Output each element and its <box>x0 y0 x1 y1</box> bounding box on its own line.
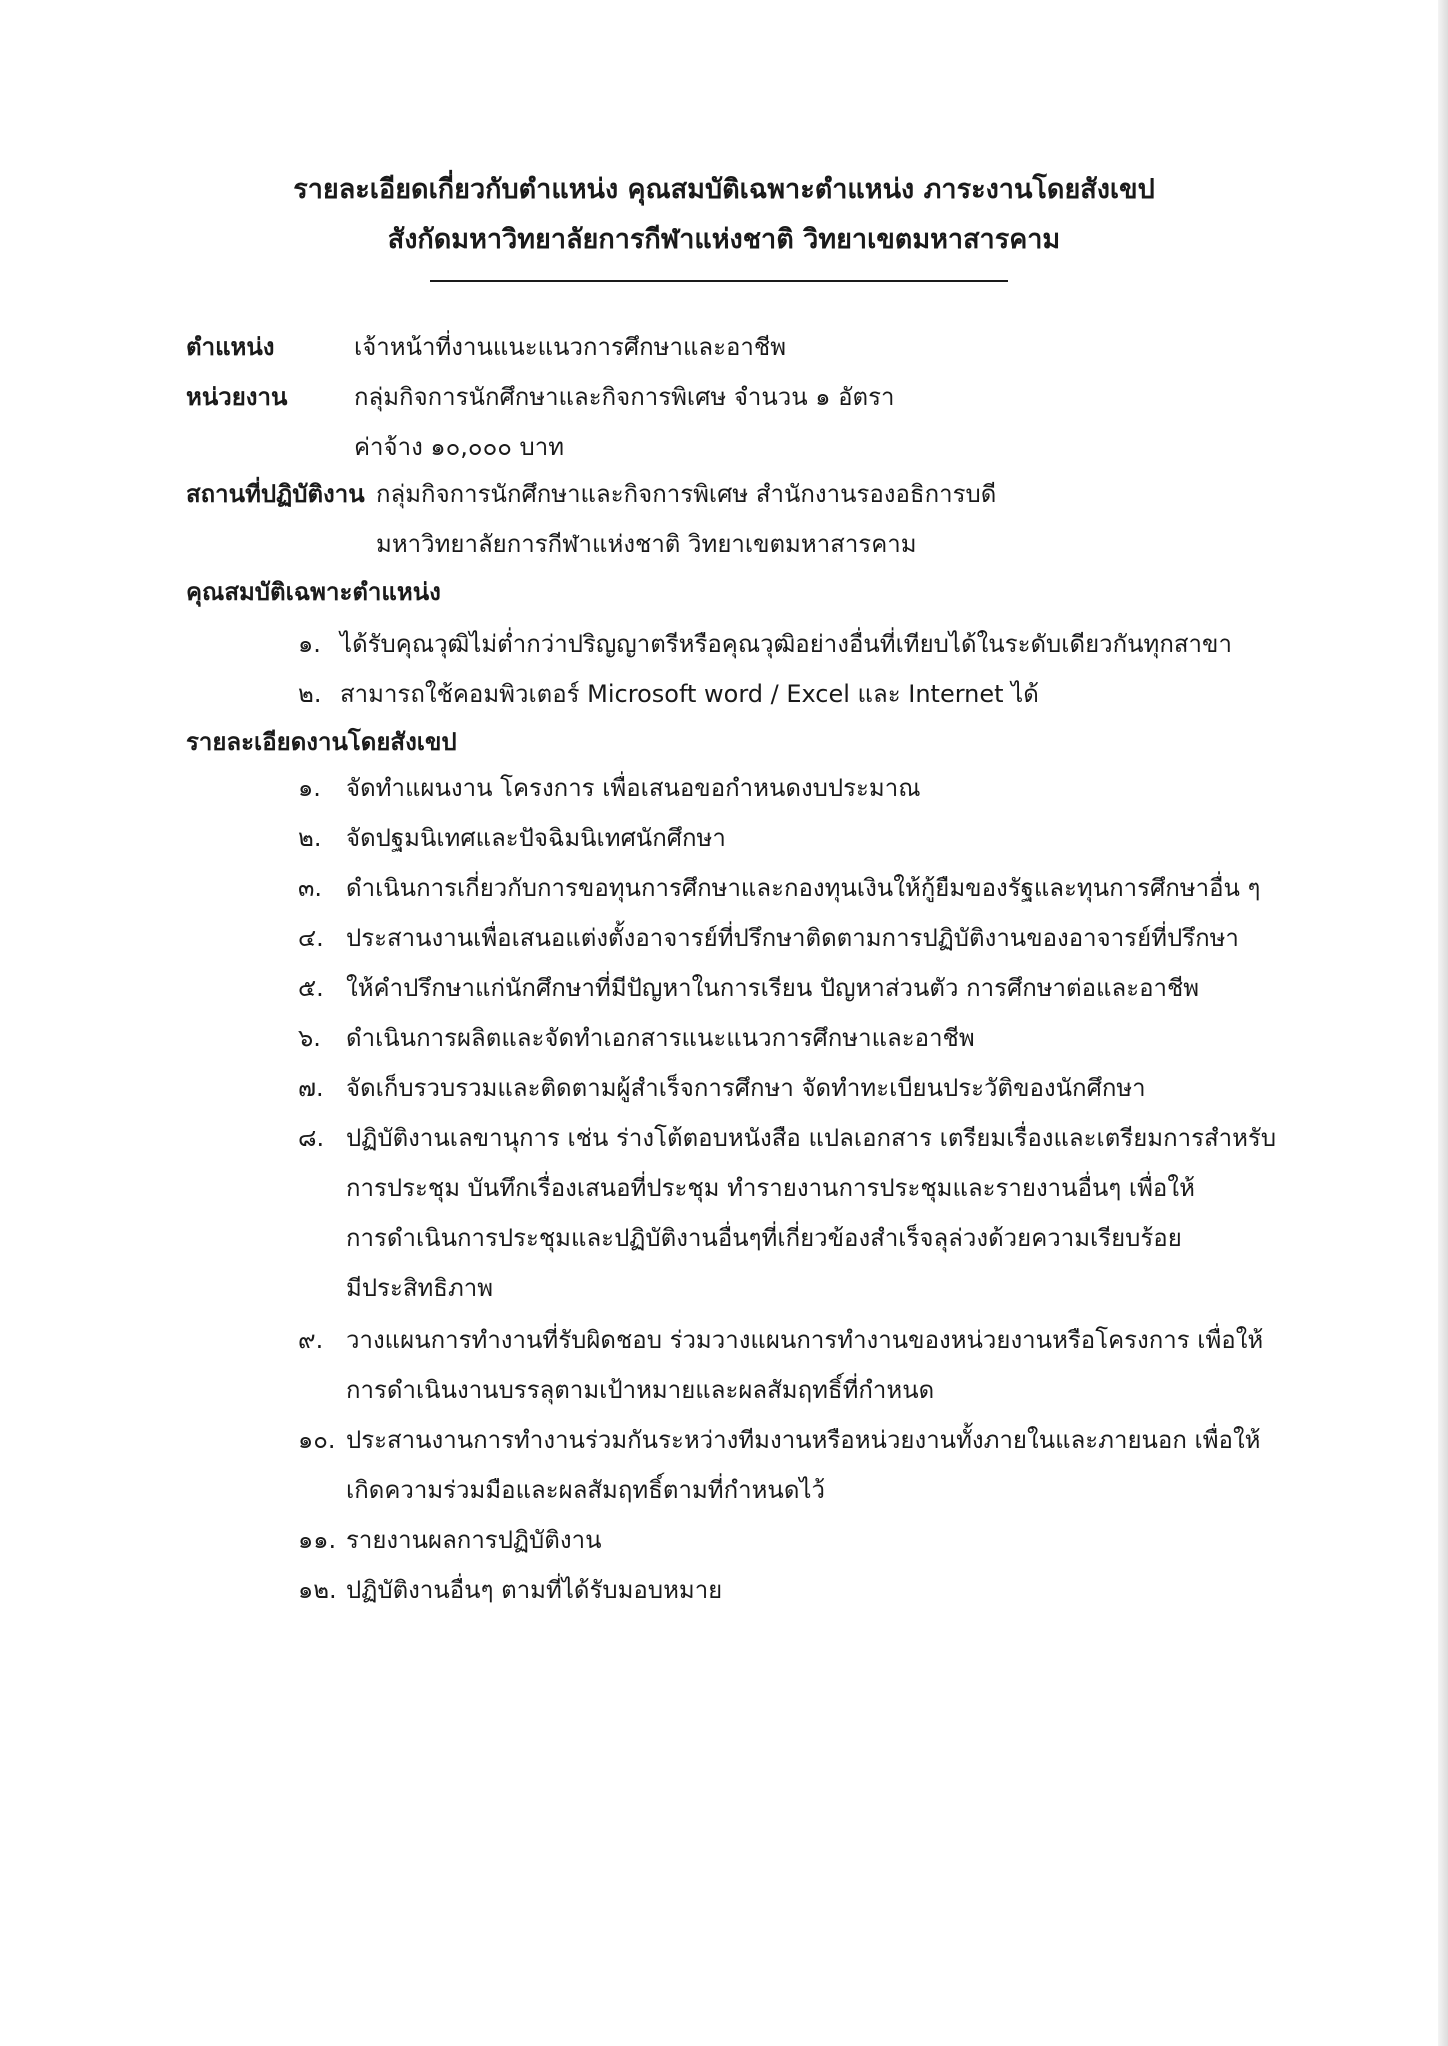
duty-item: ดำเนินการเกี่ยวกับการขอทุนการศึกษาและกองทุนเงินให้กู้ยืมของรัฐและทุนการศึกษาอื่น ๆ <box>346 874 1261 902</box>
workplace-line-2: มหาวิทยาลัยการกีฬาแห่งชาติ วิทยาเขตมหาสารคาม <box>376 530 917 558</box>
document-title-line-2: สังกัดมหาวิทยาลัยการกีฬาแห่งชาติ วิทยาเขตมหาสารคาม <box>387 224 1061 255</box>
duty-item: ให้คำปรึกษาแก่นักศึกษาที่มีปัญหาในการเรียน ปัญหาส่วนตัว การศึกษาต่อและอาชีพ <box>346 974 1200 1002</box>
duty-number: ๑๑. <box>298 1526 337 1554</box>
duty-number: ๒. <box>298 824 322 852</box>
scan-edge-shadow <box>1438 0 1448 2046</box>
duty-number: ๖. <box>298 1024 321 1052</box>
qualification-item: ได้รับคุณวุฒิไม่ต่ำกว่าปริญญาตรีหรือคุณวุฒิอย่างอื่นที่เทียบได้ในระดับเดียวกันทุกสาขา <box>340 630 1232 658</box>
duty-item: ประสานงานเพื่อเสนอแต่งตั้งอาจารย์ที่ปรึกษาติดตามการปฏิบัติงานของอาจารย์ที่ปรึกษา <box>346 924 1239 952</box>
duty-item-line: การดำเนินการประชุมและปฏิบัติงานอื่นๆที่เกี่ยวข้องสำเร็จลุล่วงด้วยความเรียบร้อย <box>346 1224 1182 1252</box>
duty-item: จัดทำแผนงาน โครงการ เพื่อเสนอขอกำหนดงบประมาณ <box>346 774 921 802</box>
title-underline <box>430 280 1008 282</box>
duty-number: ๑๒. <box>298 1576 337 1604</box>
duty-number: ๗. <box>298 1074 324 1102</box>
duty-item: ปฏิบัติงานอื่นๆ ตามที่ได้รับมอบหมาย <box>346 1576 723 1604</box>
unit-label: หน่วยงาน <box>186 383 288 411</box>
duty-item-line: วางแผนการทำงานที่รับผิดชอบ ร่วมวางแผนการทำงานของหน่วยงานหรือโครงการ เพื่อให้ <box>346 1326 1264 1354</box>
duty-number: ๙. <box>298 1326 324 1354</box>
duty-number: ๑๐. <box>298 1426 336 1454</box>
wage-value: ค่าจ้าง ๑๐,๐๐๐ บาท <box>354 433 565 461</box>
duty-number: ๔. <box>298 924 324 952</box>
duty-item: จัดปฐมนิเทศและปัจฉิมนิเทศนักศึกษา <box>346 824 726 852</box>
duty-item: รายงานผลการปฏิบัติงาน <box>346 1526 602 1554</box>
position-value: เจ้าหน้าที่งานแนะแนวการศึกษาและอาชีพ <box>354 333 787 361</box>
duty-number: ๓. <box>298 874 323 902</box>
unit-value: กลุ่มกิจการนักศึกษาและกิจการพิเศษ จำนวน ๑ อัตรา <box>354 383 895 411</box>
duty-item-line: การดำเนินงานบรรลุตามเป้าหมายและผลสัมฤทธิ์ที่กำหนด <box>346 1376 935 1404</box>
qualifications-heading: คุณสมบัติเฉพาะตำแหน่ง <box>186 578 441 606</box>
document-title-line-1: รายละเอียดเกี่ยวกับตำแหน่ง คุณสมบัติเฉพาะตำแหน่ง ภาระงานโดยสังเขป <box>293 174 1155 205</box>
duty-item-line: มีประสิทธิภาพ <box>346 1274 494 1302</box>
duty-number: ๘. <box>298 1124 325 1152</box>
duty-item-line: ประสานงานการทำงานร่วมกันระหว่างทีมงานหรือหน่วยงานทั้งภายในและภายนอก เพื่อให้ <box>346 1426 1261 1454</box>
duty-number: ๑. <box>298 774 321 802</box>
position-label: ตำแหน่ง <box>186 333 275 361</box>
duty-item: จัดเก็บรวบรวมและติดตามผู้สำเร็จการศึกษา จัดทำทะเบียนประวัติของนักศึกษา <box>346 1074 1146 1102</box>
qualification-item: สามารถใช้คอมพิวเตอร์ Microsoft word / Excel และ Internet ได้ <box>340 680 1039 708</box>
duty-item: ดำเนินการผลิตและจัดทำเอกสารแนะแนวการศึกษาและอาชีพ <box>346 1024 975 1052</box>
duty-item-line: ปฏิบัติงานเลขานุการ เช่น ร่างโต้ตอบหนังสือ แปลเอกสาร เตรียมเรื่องและเตรียมการสำหรับ <box>346 1124 1277 1152</box>
duty-number: ๕. <box>298 974 324 1002</box>
duty-item-line: เกิดความร่วมมือและผลสัมฤทธิ์ตามที่กำหนดไว้ <box>346 1476 825 1504</box>
duty-item-line: การประชุม บันทึกเรื่องเสนอที่ประชุม ทำรายงานการประชุมและรายงานอื่นๆ เพื่อให้ <box>346 1174 1195 1202</box>
duties-heading: รายละเอียดงานโดยสังเขป <box>186 728 457 756</box>
qualification-number: ๑. <box>298 630 321 658</box>
qualification-number: ๒. <box>298 680 322 708</box>
workplace-label: สถานที่ปฏิบัติงาน <box>186 480 365 508</box>
workplace-line-1: กลุ่มกิจการนักศึกษาและกิจการพิเศษ สำนักงานรองอธิการบดี <box>376 480 997 508</box>
